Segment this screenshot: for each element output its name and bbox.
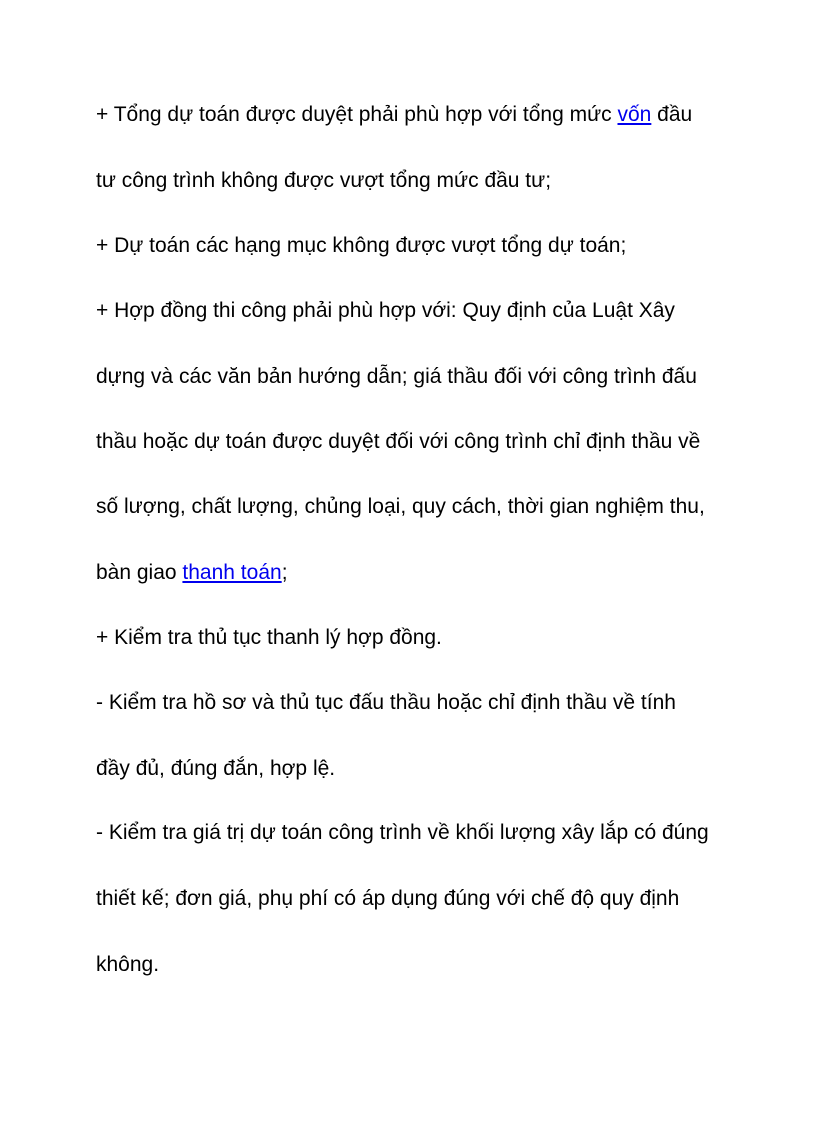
paragraph-line: tư công trình không được vượt tổng mức đầu tư; [96, 169, 552, 192]
link-von[interactable]: vốn [617, 103, 652, 126]
paragraph-line [96, 102, 692, 128]
paragraph-line: + Kiểm tra thủ tục thanh lý hợp đồng. [96, 626, 442, 649]
paragraph-line: - Kiểm tra giá trị dự toán công trình về khối lượng xây lắp có đúng [96, 821, 709, 844]
paragraph-line: + Dự toán các hạng mục không được vượt tổng dự toán; [96, 234, 627, 257]
paragraph-line: thiết kế; đơn giá, phụ phí có áp dụng đúng với chế độ quy định [96, 887, 680, 910]
line-text: ; [281, 561, 288, 584]
paragraph-line: đầy đủ, đúng đắn, hợp lệ. [96, 757, 336, 780]
paragraph-line: không. [96, 953, 160, 976]
paragraph-line: - Kiểm tra hồ sơ và thủ tục đấu thầu hoặc chỉ định thầu về tính [96, 691, 676, 714]
line-text: + Tổng dự toán được duyệt phải phù hợp với tổng mức [96, 103, 618, 126]
link-thanh-toan[interactable]: thanh toán [182, 561, 282, 584]
paragraph-line [96, 560, 288, 586]
paragraph-line: số lượng, chất lượng, chủng loại, quy cách, thời gian nghiệm thu, [96, 495, 705, 518]
paragraph-line: thầu hoặc dự toán được duyệt đối với công trình chỉ định thầu về [96, 430, 701, 453]
line-text: bàn giao [96, 561, 183, 584]
paragraph-line: + Hợp đồng thi công phải phù hợp với: Quy định của Luật Xây [96, 299, 675, 322]
line-text: đầu [651, 103, 693, 126]
paragraph-line: dựng và các văn bản hướng dẫn; giá thầu đối với công trình đấu [96, 365, 697, 388]
